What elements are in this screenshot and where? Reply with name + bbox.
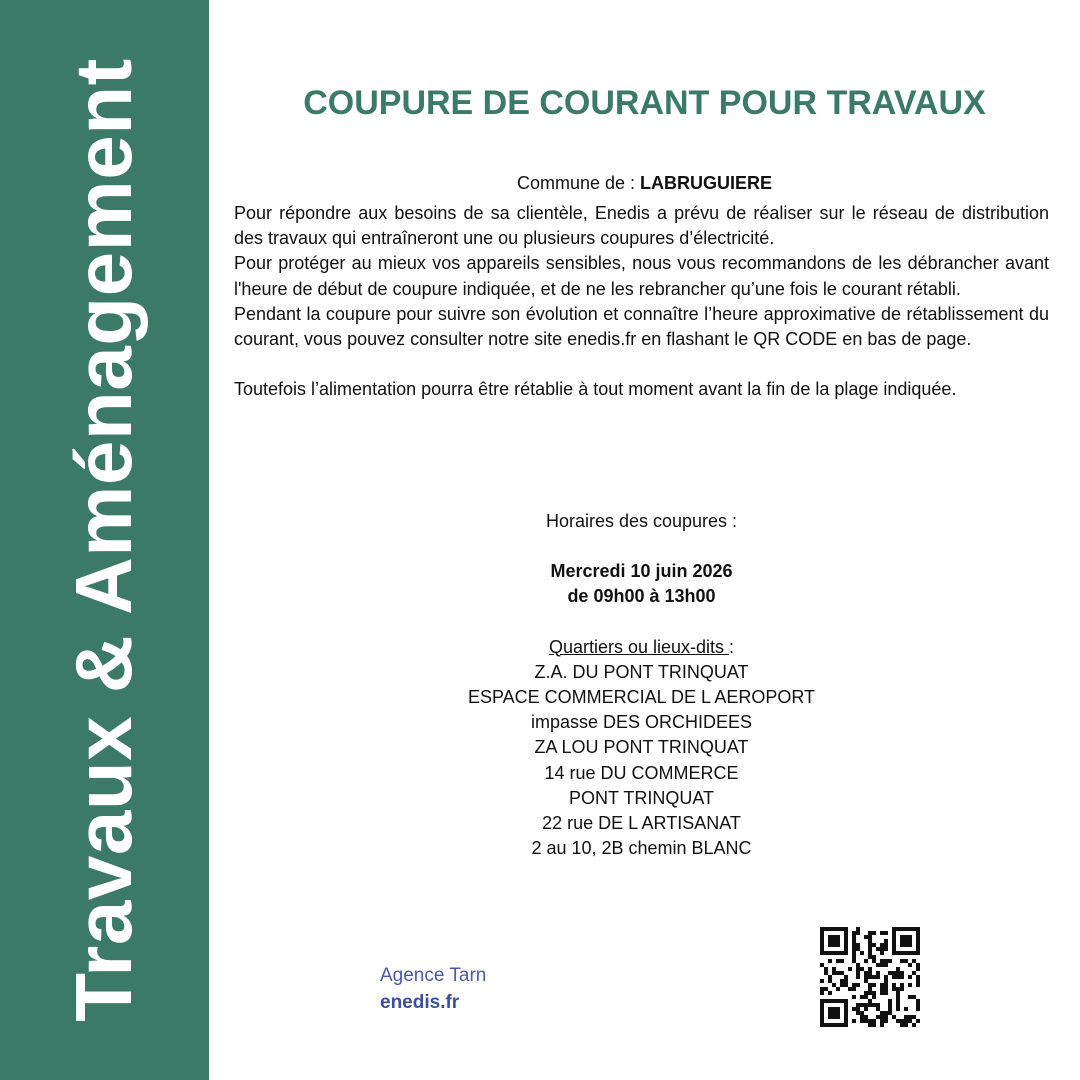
commune-name: LABRUGUIERE xyxy=(640,173,773,193)
place-item: impasse DES ORCHIDEES xyxy=(530,712,753,733)
notice-body xyxy=(234,201,1049,402)
places-heading: Quartiers ou lieux-dits xyxy=(548,636,730,657)
schedule-heading: Horaires des coupures : xyxy=(545,511,738,531)
places-heading-colon: : xyxy=(729,636,735,657)
paragraph-3: Pendant la coupure pour suivre son évolution et connaître l’heure approximative de rétablissement du courant, vous pouvez consulter notre site enedis.fr en flashant le QR CODE en bas de page. xyxy=(234,303,1049,350)
page-title: COUPURE DE COURANT POUR TRAVAUX xyxy=(303,84,986,122)
place-item: 22 rue DE L ARTISANAT xyxy=(542,813,741,834)
commune-line xyxy=(209,173,1080,194)
agency-signature xyxy=(380,962,486,1016)
paragraph-4: Toutefois l’alimentation pourra être rétablie à tout moment avant la fin de la plage indiquée. xyxy=(234,379,957,400)
qr-code-icon[interactable] xyxy=(820,927,920,1027)
place-item: PONT TRINQUAT xyxy=(568,787,714,808)
place-item: Z.A. DU PONT TRINQUAT xyxy=(534,661,749,682)
schedule-date: Mercredi 10 juin 2026 xyxy=(550,561,733,582)
paragraph-1: Pour répondre aux besoins de sa clientèle, Enedis a prévu de réaliser sur le réseau de distribution des travaux qui entraîneront une ou plusieurs coupures d’électricité. xyxy=(234,203,1049,249)
schedule-time: de 09h00 à 13h00 xyxy=(567,586,716,607)
place-item: 2 au 10, 2B chemin BLANC xyxy=(531,838,752,859)
commune-prefix: Commune de : xyxy=(516,173,641,193)
place-item: 14 rue DU COMMERCE xyxy=(544,762,739,783)
agency-name: Agence Tarn xyxy=(380,965,487,986)
sidebar-label: Travaux & Aménagement xyxy=(59,58,148,1022)
schedule-section xyxy=(234,509,1049,861)
place-item: ZA LOU PONT TRINQUAT xyxy=(534,737,749,758)
agency-site[interactable]: enedis.fr xyxy=(380,992,460,1013)
places-heading-line xyxy=(234,635,1049,660)
place-item: ESPACE COMMERCIAL DE L AEROPORT xyxy=(467,687,816,708)
sidebar-banner xyxy=(0,0,209,1080)
paragraph-2: Pour protéger au mieux vos appareils sensibles, nous vous recommandons de les débrancher avant l'heure de début de coupure indiquée, et de ne les rebrancher qu’une fois le courant rétabli. xyxy=(234,253,1049,299)
